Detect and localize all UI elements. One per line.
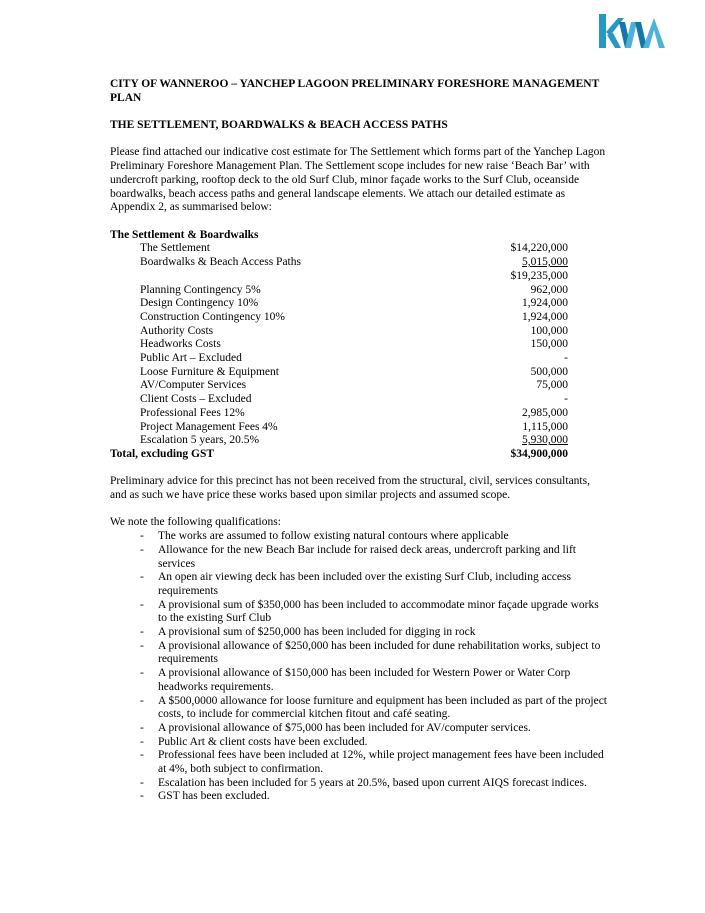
qualification-text: Professional fees have been included at 12%, while project management fees have been included at 4%, both subject to confirmation. (158, 749, 604, 776)
cost-item-amount: $34,900,000 (510, 447, 568, 460)
cost-table-row (110, 366, 568, 380)
cost-item-label (110, 270, 511, 284)
qualification-text: GST has been excluded. (158, 790, 270, 803)
cost-item-label: Authority Costs (140, 324, 214, 337)
qualification-text: Escalation has been included for 5 years at 20.5%, based upon current AIQS forecast indices. (158, 776, 587, 789)
cost-table-row (110, 284, 568, 298)
qualification-item (110, 736, 608, 750)
bullet-dash: - (140, 790, 144, 803)
qualification-item (110, 790, 608, 804)
cost-item-amount: 75,000 (536, 379, 568, 392)
bullet-dash: - (140, 530, 144, 543)
qualification-item (110, 571, 608, 598)
cost-item-label: Headworks Costs (140, 338, 221, 351)
cost-item-label: Professional Fees 12% (140, 406, 245, 419)
logo-k-leg (607, 33, 621, 48)
cost-table-row (110, 434, 568, 448)
cost-table-rows (110, 242, 608, 461)
qualification-item (110, 530, 608, 544)
kwa-logo-icon (597, 12, 667, 50)
logo-k-stem (599, 14, 606, 48)
qualification-text: A provisional allowance of $150,000 has been included for Western Power or Water Corp headworks requirements. (158, 667, 571, 693)
qualification-item (110, 640, 608, 667)
cost-table-row (110, 407, 568, 421)
bullet-dash: - (140, 667, 144, 680)
cost-table-row (110, 421, 568, 435)
qualifications-list (110, 530, 608, 804)
cost-item-label: Boardwalks & Beach Access Paths (140, 256, 301, 269)
cost-table-row (110, 448, 568, 462)
qualification-text: A provisional allowance of $75,000 has been included for AV/computer services. (158, 721, 531, 734)
advice-paragraph: Preliminary advice for this precinct has not been received from the structural, civil, services consultants, and as such we have price these works based upon similar projects and assumed scope. (110, 475, 590, 502)
bullet-dash: - (140, 749, 144, 762)
qualification-item (110, 544, 608, 571)
bullet-dash: - (140, 776, 144, 789)
cost-item-amount: 500,000 (530, 365, 568, 378)
qualification-text: Public Art & client costs have been excluded. (158, 735, 368, 748)
cost-item-amount: 1,924,000 (522, 310, 568, 323)
qualification-item (110, 749, 608, 776)
cost-item-label: Public Art – Excluded (140, 352, 242, 365)
cost-item-label: Design Contingency 10% (140, 297, 259, 310)
cost-table-row (110, 352, 568, 366)
cost-table-row (110, 242, 568, 256)
qualification-text: A provisional sum of $350,000 has been included to accommodate minor façade upgrade works to the existing Surf Club (158, 598, 599, 625)
cost-table-row (110, 379, 568, 393)
cost-item-amount: 962,000 (530, 283, 568, 296)
cost-item-label: Construction Contingency 10% (140, 310, 286, 323)
bullet-dash: - (140, 694, 144, 707)
cost-table-heading: The Settlement & Boardwalks (110, 228, 259, 241)
cost-table-row (110, 325, 568, 339)
cost-item-label: Escalation 5 years, 20.5% (140, 434, 260, 447)
cost-item-amount: 1,924,000 (522, 297, 568, 310)
cost-item-label: AV/Computer Services (140, 379, 247, 392)
qualification-text: A provisional sum of $250,000 has been included for digging in rock (158, 626, 476, 639)
cost-item-label: Loose Furniture & Equipment (140, 365, 279, 378)
qualification-text: A provisional allowance of $250,000 has been included for dune rehabilitation works, subject to requirements (158, 639, 601, 666)
qualification-item (110, 722, 608, 736)
bullet-dash: - (140, 571, 144, 584)
cost-item-amount: - (564, 352, 568, 365)
cost-item-amount: $14,220,000 (510, 242, 568, 255)
cost-item-label: Project Management Fees 4% (140, 420, 278, 433)
bullet-dash: - (140, 626, 144, 639)
cost-item-label: The Settlement (140, 242, 210, 255)
cost-table-row (110, 270, 568, 284)
document-content (110, 78, 608, 804)
cost-item-label: Planning Contingency 5% (140, 283, 261, 296)
qualification-item (110, 667, 608, 694)
cost-item-amount: $19,235,000 (510, 269, 568, 282)
cost-table-row (110, 311, 568, 325)
intro-paragraph: Please find attached our indicative cost estimate for The Settlement which forms part of the Yanchep Lagon Preliminary Foreshore Management Plan. The Settlement scope includes for new raise ‘Beach Bar’ with undercroft parking, rooftop deck to the old Surf Club, minor façade works to the Surf Club, oceanside boardwalks, beach access paths and general landscape elements. We attach our detailed estimate as Appendix 2, as summarised below: (110, 146, 606, 214)
qualification-text: Allowance for the new Beach Bar include for raised deck areas, undercroft parking and lift services (158, 543, 576, 570)
qualification-text: An open air viewing deck has been included over the existing Surf Club, including access requirements (158, 571, 571, 597)
cost-item-amount: 5,015,000 (522, 256, 568, 269)
bullet-dash: - (140, 721, 144, 734)
qualification-text: The works are assumed to follow existing natural contours where applicable (158, 530, 509, 543)
cost-item-amount: 2,985,000 (522, 406, 568, 419)
bullet-dash: - (140, 598, 144, 611)
qualification-item (110, 695, 608, 722)
cost-item-amount: 5,930,000 (522, 434, 568, 447)
qualifications-intro: We note the following qualifications: (110, 516, 281, 529)
cost-table-row (110, 256, 568, 270)
cost-item-label: Client Costs – Excluded (140, 393, 252, 406)
cost-item-amount: 150,000 (530, 338, 568, 351)
cost-table-row (110, 393, 568, 407)
cost-item-amount: - (564, 393, 568, 406)
document-title: CITY OF WANNEROO – YANCHEP LAGOON PRELIMINARY FORESHORE MANAGEMENT PLAN (110, 78, 600, 104)
document-subtitle: THE SETTLEMENT, BOARDWALKS & BEACH ACCESS PATHS (110, 119, 448, 132)
cost-item-label: Total, excluding GST (110, 447, 215, 460)
qualification-item (110, 626, 608, 640)
cost-item-amount: 100,000 (530, 324, 568, 337)
cost-table-row (110, 297, 568, 311)
qualification-item (110, 599, 608, 626)
bullet-dash: - (140, 639, 144, 652)
bullet-dash: - (140, 735, 144, 748)
cost-item-amount: 1,115,000 (522, 420, 568, 433)
qualification-item (110, 777, 608, 791)
cost-table-row (110, 338, 568, 352)
qualification-text: A $500,0000 allowance for loose furniture and equipment has been included as part of the project costs, to include for commercial kitchen fitout and café seating. (158, 694, 607, 721)
bullet-dash: - (140, 543, 144, 556)
cost-table (110, 229, 608, 462)
